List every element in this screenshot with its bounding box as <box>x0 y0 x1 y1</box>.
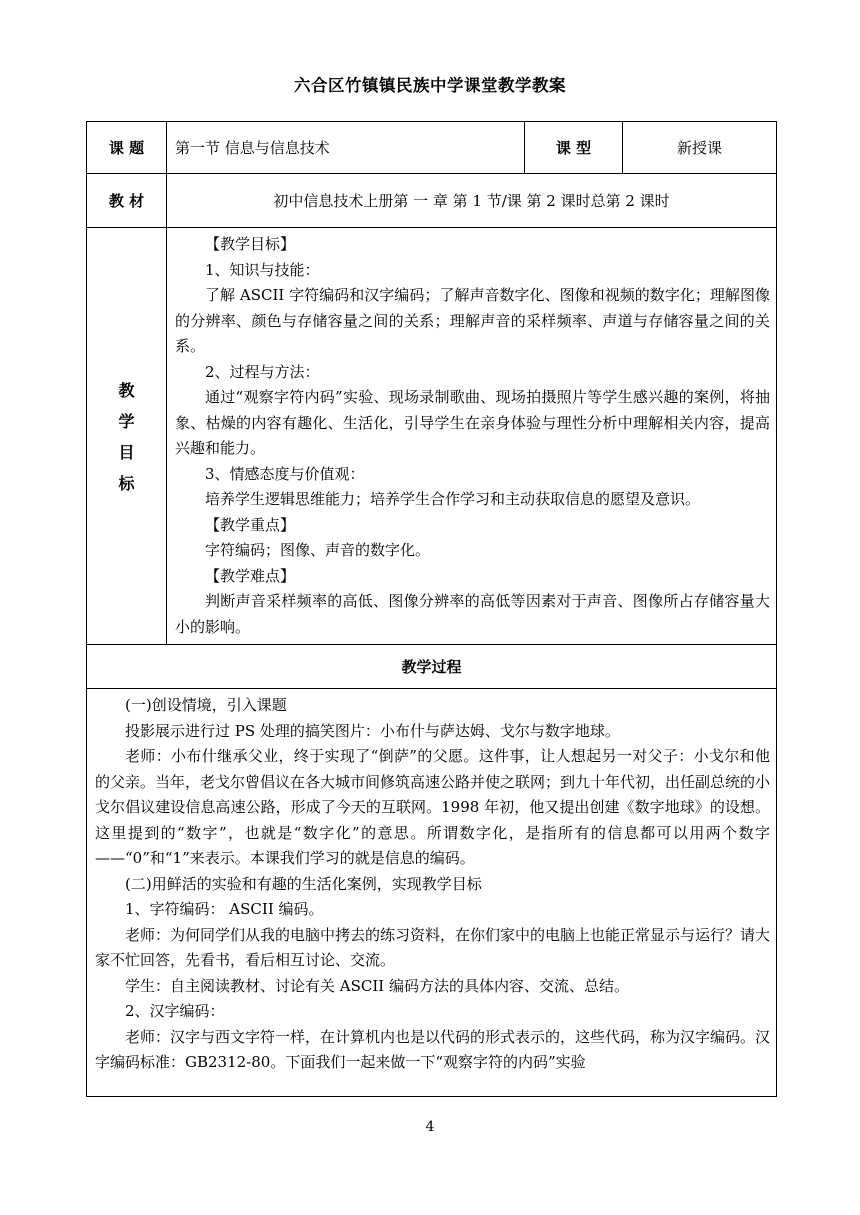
page-number: 4 <box>425 1119 435 1135</box>
process-paragraph: 2、汉字编码： <box>125 1002 225 1020</box>
process-paragraph: (一)创设情境，引入课题 <box>125 696 287 714</box>
type-value: 新授课 <box>623 122 777 174</box>
goals-label <box>87 378 166 494</box>
goals-label-char: 标 <box>118 474 135 493</box>
goals-line: 【教学难点】 <box>205 566 296 585</box>
goals-label-char: 教 <box>118 381 135 400</box>
process-paragraph: 老师：汉字与西文字符一样，在计算机内也是以代码的形式表示的，这些代码，称为汉字编码。汉字编码标准：GB2312-80。下面我们一起来做一下“观察字符的内码”实验 <box>95 1027 771 1071</box>
material-value: 初中信息技术上册第 一 章 第 1 节/课 第 2 课时总第 2 课时 <box>167 174 777 228</box>
process-paragraph: 学生：自主阅读教材、讨论有关 ASCII 编码方法的具体内容、交流、总结。 <box>125 976 629 995</box>
process-heading: 教学过程 <box>87 645 777 689</box>
lesson-plan-table <box>86 121 777 1097</box>
topic-row <box>87 122 777 174</box>
goals-label-cell <box>87 228 167 645</box>
type-label: 课 型 <box>525 122 623 174</box>
goals-label-char: 目 <box>118 443 135 462</box>
goals-line: 3、情感态度与价值观： <box>205 464 365 483</box>
topic-value: 第一节 信息与信息技术 <box>167 122 525 174</box>
process-row <box>87 689 777 1097</box>
process-paragraph: (二)用鲜活的实验和有趣的生活化案例，实现教学目标 <box>125 874 482 893</box>
goals-line: 【教学目标】 <box>205 235 296 253</box>
process-paragraph: 老师：小布什继承父业，终于实现了“倒萨”的父愿。这件事，让人想起另一对父子：小戈尔和他的父亲。当年，老戈尔曾倡议在各大城市间修筑高速公路并使之联网；到九十年代初，出任副总统的小戈尔倡议建设信息高速公路，形成了今天的互联网。1998 年初，他又提出创建《数字地球》的设想。这里提到的“数字”，也就是“数字化”的意思。所谓数字化，是指所有的信息都可以用两个数字——“0”和“1”来表示。本课我们学习的就是信息的编码。 <box>95 747 771 867</box>
goals-line: 1、知识与技能： <box>205 260 320 279</box>
page-title: 六合区竹镇镇民族中学课堂教学教案 <box>294 76 566 95</box>
goals-line: 了解 ASCII 字符编码和汉字编码；了解声音数字化、图像和视频的数字化；理解图像的分辨率、颜色与存储容量之间的关系；理解声音的采样频率、声道与存储容量之间的关系。 <box>175 286 770 355</box>
process-paragraph: 1、字符编码： ASCII 编码。 <box>125 900 324 918</box>
topic-label: 课 题 <box>87 122 167 174</box>
process-paragraph: 投影展示进行过 PS 处理的搞笑图片：小布什与萨达姆、戈尔与数字地球。 <box>125 721 620 740</box>
process-content <box>87 689 777 1097</box>
goals-line: 2、过程与方法： <box>205 362 320 381</box>
goals-line: 培养学生逻辑思维能力；培养学生合作学习和主动获取信息的愿望及意识。 <box>205 490 701 508</box>
material-label: 教 材 <box>87 174 167 228</box>
goals-label-char: 学 <box>118 412 135 431</box>
goals-content <box>167 228 777 645</box>
material-row <box>87 174 777 228</box>
goals-line: 通过“观察字符内码”实验、现场录制歌曲、现场拍摄照片等学生感兴趣的案例，将抽象、枯燥的内容有趣化、生活化，引导学生在亲身体验与理性分析中理解相关内容，提高兴趣和能力。 <box>175 388 770 457</box>
goals-line: 【教学重点】 <box>205 515 296 534</box>
process-paragraph: 老师：为何同学们从我的电脑中拷去的练习资料，在你们家中的电脑上也能正常显示与运行？请大家不忙回答，先看书，看后相互讨论、交流。 <box>95 925 771 969</box>
goals-line: 字符编码；图像、声音的数字化。 <box>205 541 431 559</box>
goals-row <box>87 228 777 645</box>
goals-line: 判断声音采样频率的高低、图像分辨率的高低等因素对于声音、图像所占存储容量大小的影响。 <box>175 592 770 636</box>
process-heading-row <box>87 645 777 689</box>
